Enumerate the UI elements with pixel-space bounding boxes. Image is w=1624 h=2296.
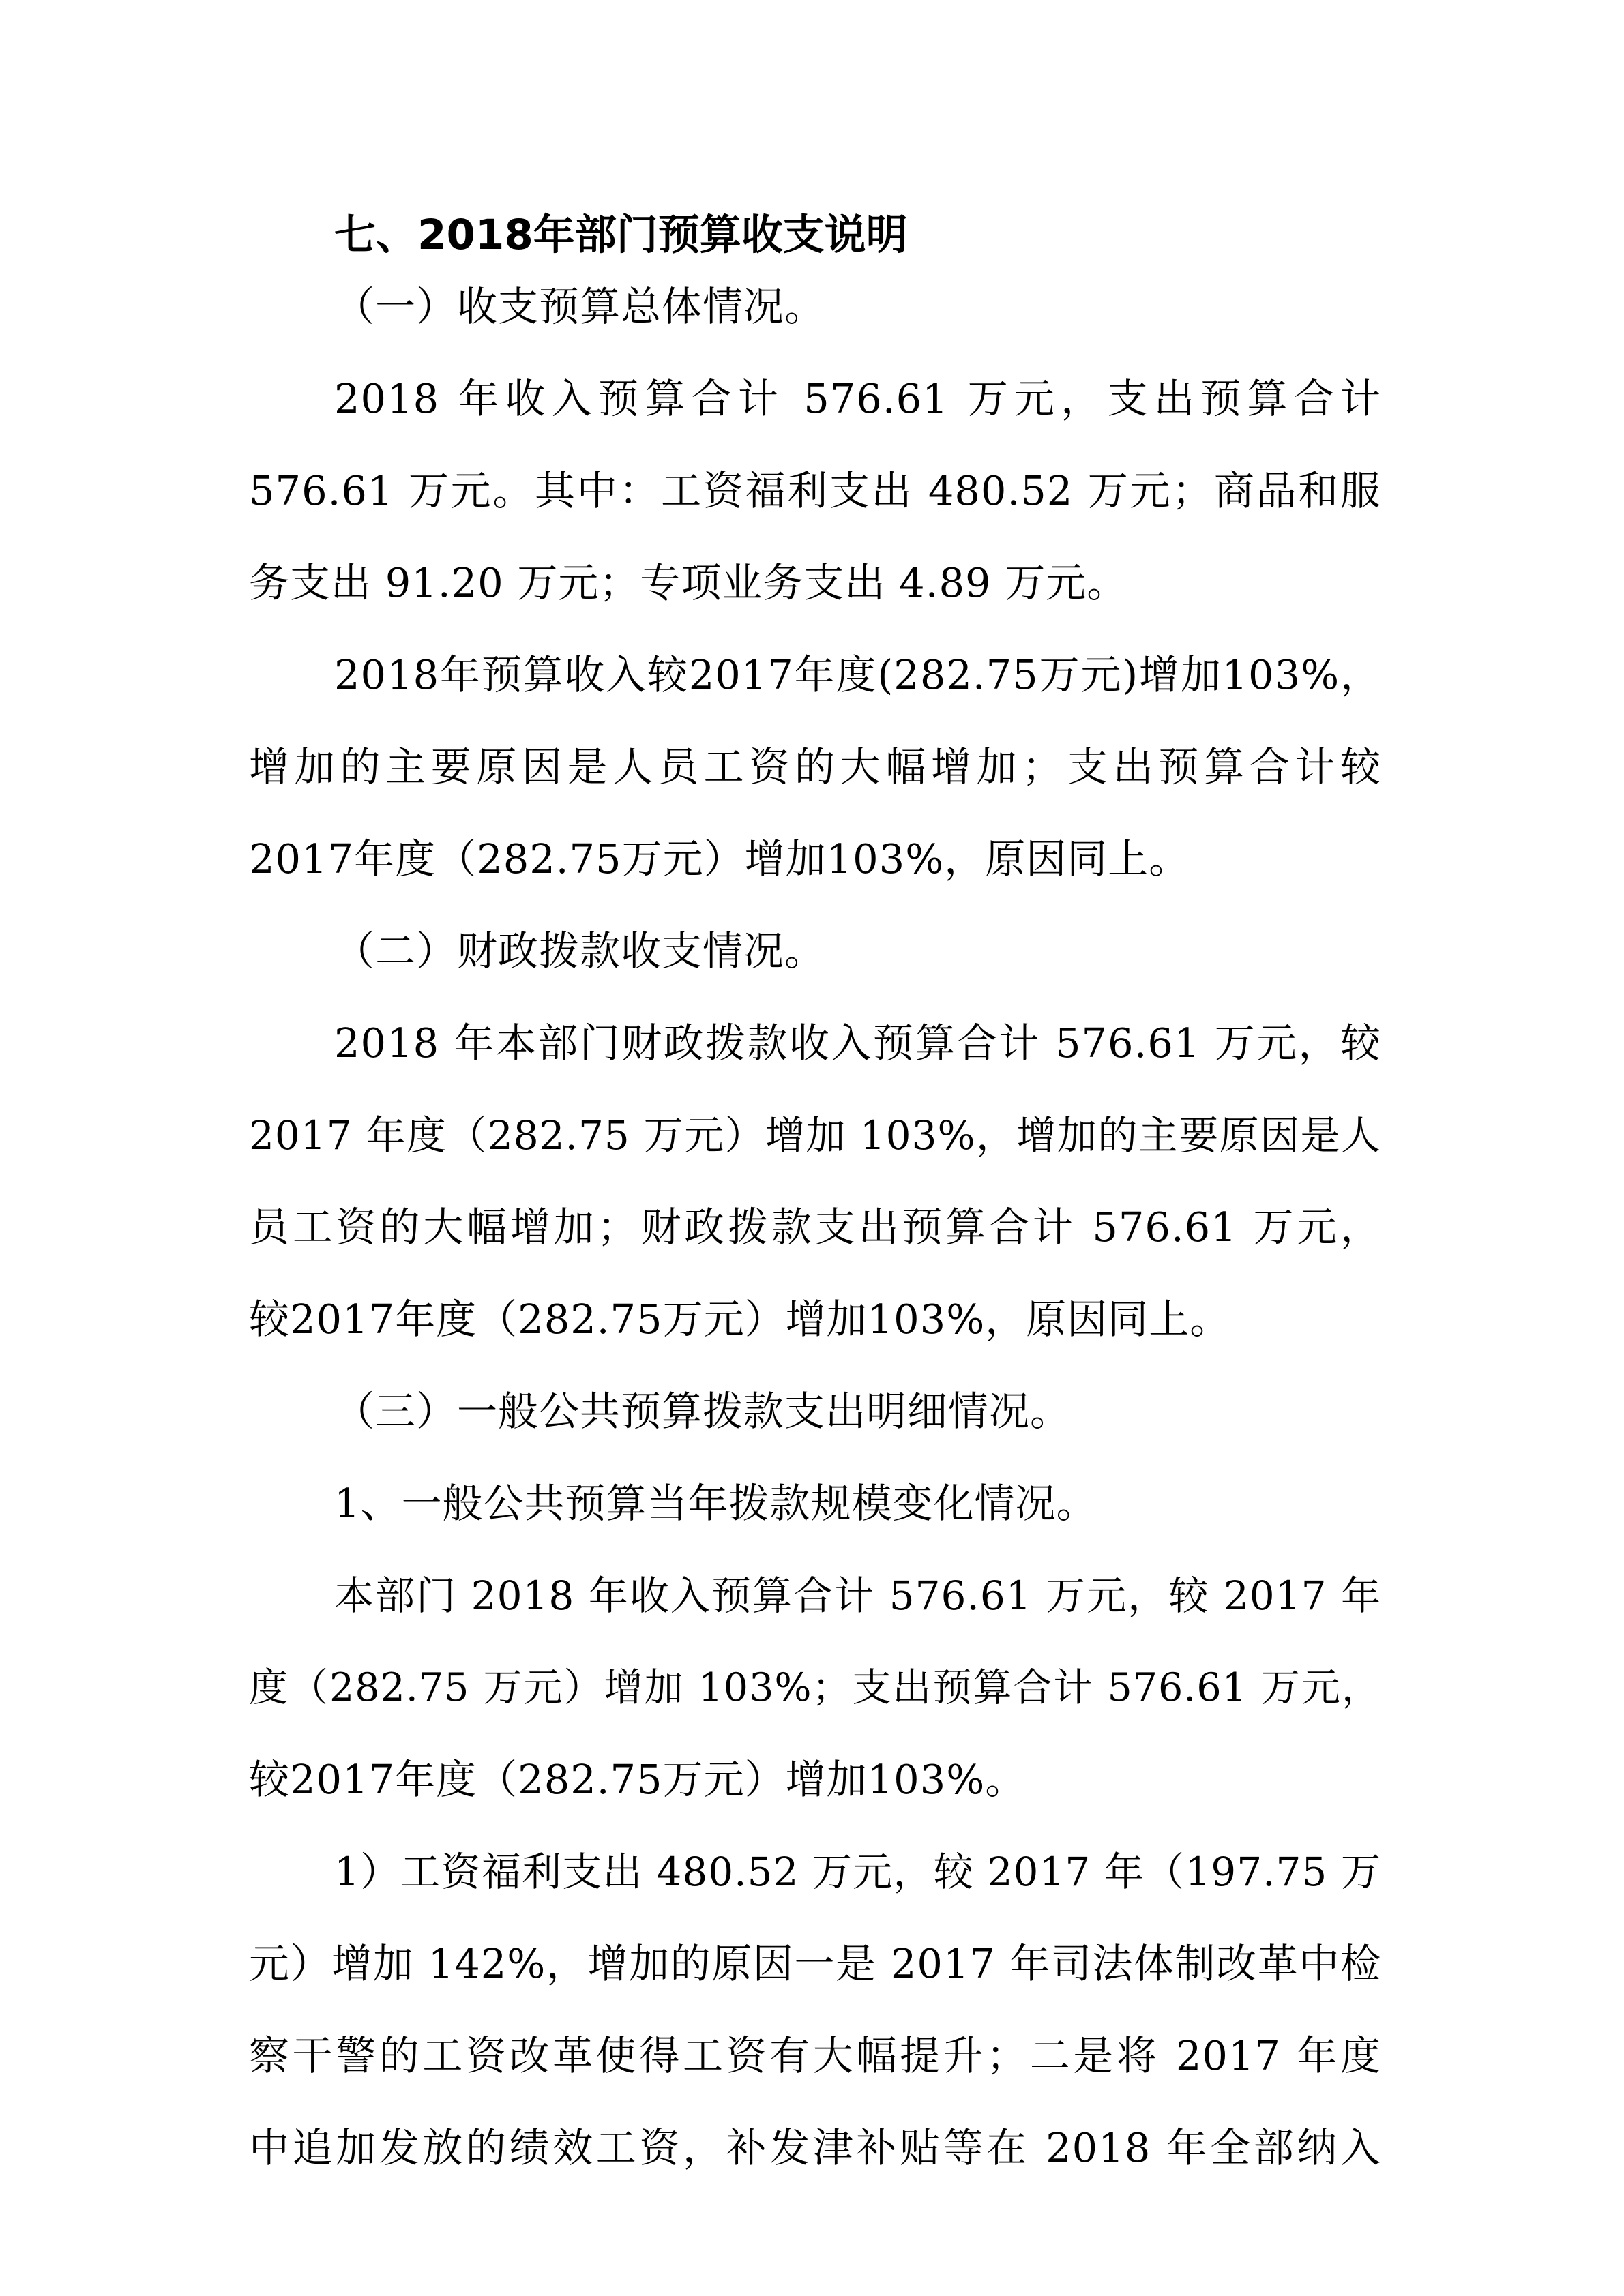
paragraph-line: 员工资的大幅增加；财政拨款支出预算合计 576.61 万元，: [249, 1204, 1381, 1251]
paragraph-line: 增加的主要原因是人员工资的大幅增加；支出预算合计较: [249, 743, 1381, 790]
paragraph-line: 2017 年度（282.75 万元）增加 103%，增加的主要原因是人: [249, 1112, 1381, 1159]
paragraph-line: 2018年预算收入较2017年度(282.75万元)增加103%，: [334, 651, 1381, 698]
paragraph-line: 2017年度（282.75万元）增加103%，原因同上。: [249, 835, 1190, 882]
paragraph-line: 元）增加 142%，增加的原因一是 2017 年司法体制改革中检: [249, 1940, 1381, 1987]
paragraph-line: 中追加发放的绩效工资，补发津补贴等在 2018 年全部纳入: [249, 2124, 1381, 2171]
subsection-heading-2: （二）财政拨款收支情况。: [334, 927, 826, 974]
paragraph-line: 察干警的工资改革使得工资有大幅提升；二是将 2017 年度: [249, 2032, 1381, 2079]
paragraph-line: 本部门 2018 年收入预算合计 576.61 万元，较 2017 年: [334, 1572, 1381, 1619]
subsection-heading-3: （三）一般公共预算拨款支出明细情况。: [334, 1388, 1072, 1435]
paragraph-line: 576.61 万元。其中：工资福利支出 480.52 万元；商品和服: [249, 467, 1381, 514]
paragraph-line: 度（282.75 万元）增加 103%；支出预算合计 576.61 万元，: [249, 1665, 1381, 1710]
paragraph-line: 务支出 91.20 万元；专项业务支出 4.89 万元。: [249, 559, 1128, 606]
section-heading: 七、2018年部门预算收支说明: [334, 211, 908, 259]
paragraph-line: 2018 年本部门财政拨款收入预算合计 576.61 万元，较: [334, 1019, 1381, 1067]
paragraph-line: 2018 年收入预算合计 576.61 万元，支出预算合计: [334, 375, 1381, 422]
paragraph-line: 较2017年度（282.75万元）增加103%。: [249, 1756, 1027, 1803]
item-heading-1: 1、一般公共预算当年拨款规模变化情况。: [334, 1480, 1097, 1527]
paragraph-line: 较2017年度（282.75万元）增加103%，原因同上。: [249, 1296, 1231, 1343]
subsection-heading-1: （一）收支预算总体情况。: [334, 283, 826, 330]
paragraph-line: 1）工资福利支出 480.52 万元，较 2017 年（197.75 万: [334, 1849, 1381, 1895]
